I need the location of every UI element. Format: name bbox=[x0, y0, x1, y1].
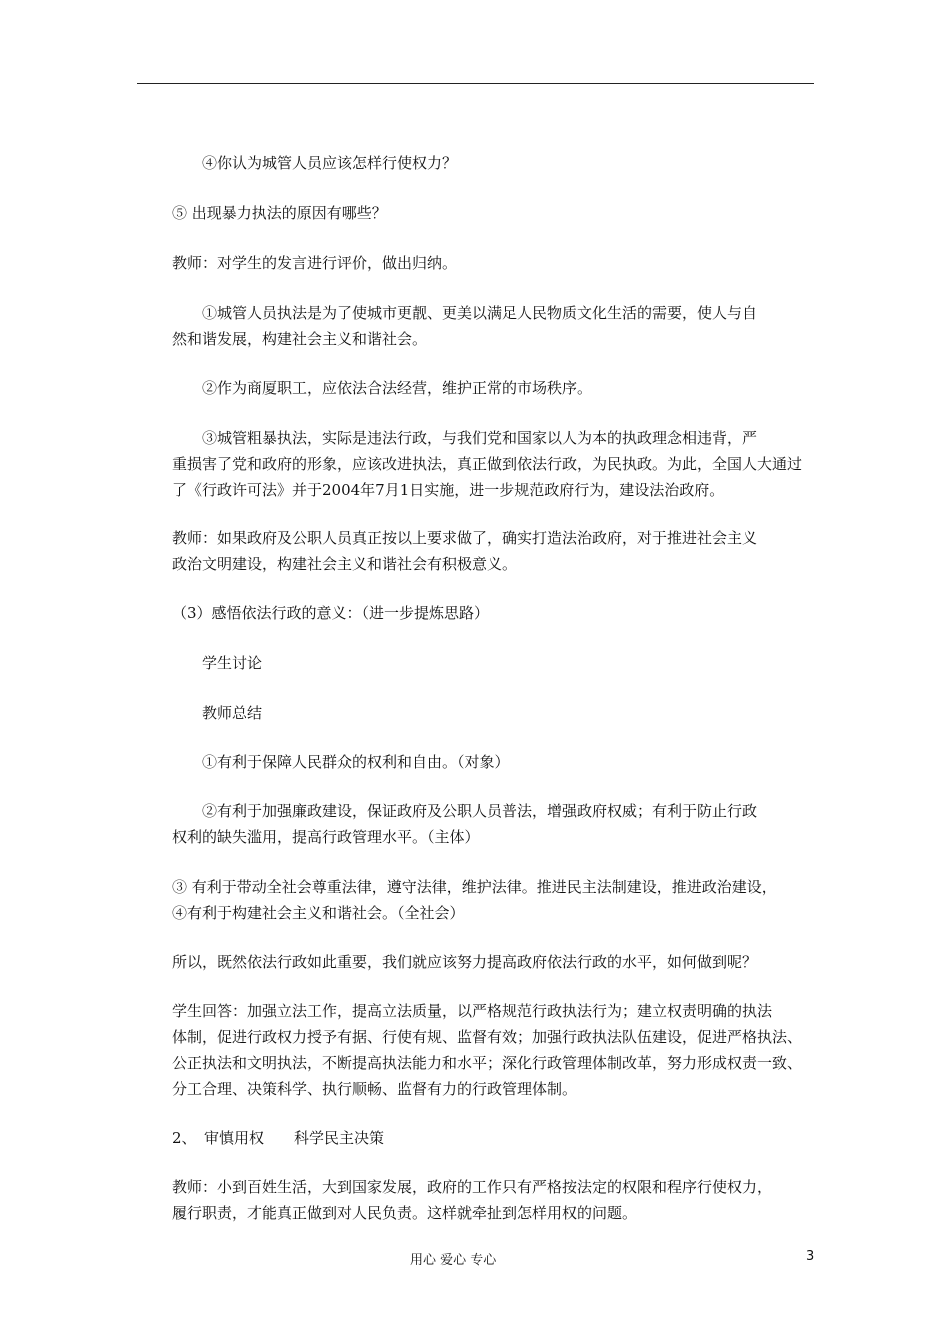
question-4: ④你认为城管人员应该怎样行使权力？ bbox=[202, 154, 458, 172]
teacher-comment-line-2: 政治文明建设，构建社会主义和谐社会有积极意义。 bbox=[172, 555, 518, 573]
section-heading-2: 2、 审慎用权 科学民主决策 bbox=[172, 1129, 385, 1147]
meaning-4: ④有利于构建社会主义和谐社会。（全社会） bbox=[172, 904, 465, 922]
question-5: ⑤ 出现暴力执法的原因有哪些？ bbox=[172, 204, 387, 222]
meaning-3: ③ 有利于带动全社会尊重法律，遵守法律，维护法律。推进民主法制建设，推进政治建设， bbox=[172, 878, 777, 896]
point-1-line-2: 然和谐发展，构建社会主义和谐社会。 bbox=[172, 330, 428, 348]
point-1-line-1: ①城管人员执法是为了使城市更靓、更美以满足人民物质文化生活的需要，使人与自 bbox=[202, 304, 758, 322]
teacher-summary-intro: 教师：对学生的发言进行评价，做出归纳。 bbox=[172, 254, 458, 272]
section-heading-3: （3）感悟依法行政的意义：（进一步提炼思路） bbox=[172, 604, 490, 622]
footer-motto: 用心 爱心 专心 bbox=[410, 1253, 497, 1268]
student-answer-line-2: 体制，促进行政权力授予有据、行使有规、监督有效；加强行政执法队伍建设，促进严格执法、 bbox=[172, 1028, 803, 1046]
teacher-conclusion: 教师总结 bbox=[202, 704, 263, 722]
point-3-line-3: 了《行政许可法》并于2004年7月1日实施，进一步规范政府行为，建设法治政府。 bbox=[172, 481, 725, 499]
meaning-1: ①有利于保障人民群众的权利和自由。（对象） bbox=[202, 753, 510, 771]
page-number: 3 bbox=[806, 1249, 815, 1264]
point-2: ②作为商厦职工，应依法合法经营，维护正常的市场秩序。 bbox=[202, 379, 593, 397]
student-discussion: 学生讨论 bbox=[202, 654, 263, 672]
point-3-line-1: ③城管粗暴执法，实际是违法行政，与我们党和国家以人为本的执政理念相违背，严 bbox=[202, 429, 758, 447]
student-answer-line-4: 分工合理、决策科学、执行顺畅、监督有力的行政管理体制。 bbox=[172, 1080, 578, 1098]
meaning-2-line-2: 权利的缺失滥用，提高行政管理水平。（主体） bbox=[172, 828, 480, 846]
student-answer-line-1: 学生回答：加强立法工作，提高立法质量，以严格规范行政执法行为；建立权责明确的执法 bbox=[172, 1002, 773, 1020]
teacher-closing-line-2: 履行职责，才能真正做到对人民负责。这样就牵扯到怎样用权的问题。 bbox=[172, 1204, 638, 1222]
teacher-comment-line-1: 教师：如果政府及公职人员真正按以上要求做了，确实打造法治政府，对于推进社会主义 bbox=[172, 529, 758, 547]
meaning-2-line-1: ②有利于加强廉政建设，保证政府及公职人员普法，增强政府权威；有利于防止行政 bbox=[202, 802, 758, 820]
teacher-closing-line-1: 教师：小到百姓生活，大到国家发展，政府的工作只有严格按法定的权限和程序行使权力， bbox=[172, 1178, 773, 1196]
student-answer-line-3: 公正执法和文明执法，不断提高执法能力和水平；深化行政管理体制改革，努力形成权责一致、 bbox=[172, 1054, 803, 1072]
transition-question: 所以，既然依法行政如此重要，我们就应该努力提高政府依法行政的水平，如何做到呢？ bbox=[172, 953, 758, 971]
header-rule bbox=[137, 83, 814, 84]
point-3-line-2: 重损害了党和政府的形象，应该改进执法，真正做到依法行政，为民执政。为此，全国人大通过 bbox=[172, 455, 803, 473]
